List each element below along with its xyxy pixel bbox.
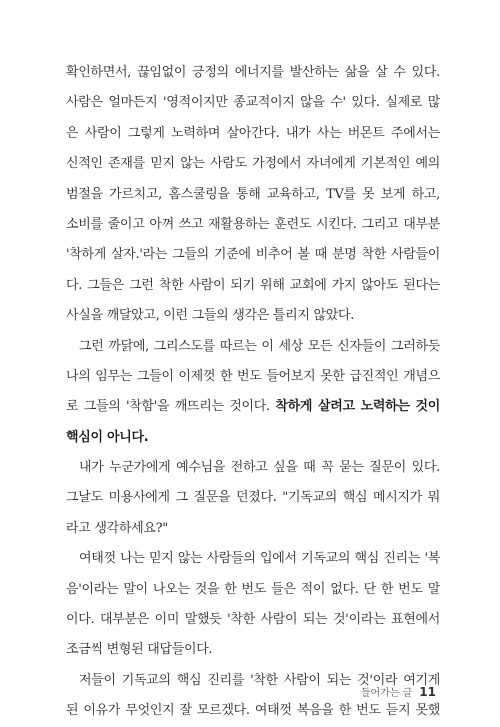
text-line: 은 사람이 그렇게 노력하며 살아간다. 내가 사는 버몬트 주에서는 bbox=[66, 125, 440, 141]
text-line: 이다. 대부분은 이미 말했듯 '착한 사람이 되는 것'이라는 표현에서 bbox=[66, 612, 440, 628]
text-line: 저들이 기독교의 핵심 진리를 '착한 사람이 되는 것'이라 여기게 bbox=[79, 672, 440, 688]
text-line: 그날도 미용사에게 그 질문을 던졌다. "기독교의 핵심 메시지가 뭐 bbox=[66, 490, 440, 506]
page-number: 11 bbox=[419, 685, 436, 699]
text-line: 범절을 가르치고, 홈스쿨링을 통해 교육하고, TV를 못 보게 하고, bbox=[66, 186, 440, 202]
emphasis-text: 착하게 살려고 노력하는 것이 bbox=[275, 399, 440, 415]
text-line: 조금씩 변형된 대답들이다. bbox=[66, 642, 213, 658]
text-line: 음'이라는 말이 나오는 것을 한 번도 들은 적이 없다. 단 한 번도 말 bbox=[66, 581, 440, 597]
text-line: 로 그들의 '착함'을 깨뜨리는 것이다. bbox=[66, 399, 270, 415]
body-text bbox=[66, 58, 440, 727]
text-line: 그런 까닭에, 그리스도를 따르는 이 세상 모든 신자들이 그러하듯 bbox=[79, 338, 440, 354]
text-line: 라고 생각하세요?" bbox=[66, 520, 168, 536]
text-line: 나의 임무는 그들이 이제껏 한 번도 들어보지 못한 급진적인 개념으 bbox=[66, 368, 440, 384]
text-line: 된 이유가 무엇인지 잘 모르겠다. 여태껏 복음을 한 번도 듣지 못했 bbox=[66, 703, 440, 719]
text-line: 여태껏 나는 믿지 않는 사람들의 입에서 기독교의 핵심 진리는 '복 bbox=[79, 551, 440, 567]
text-line: 확인하면서, 끊임없이 긍정의 에너지를 발산하는 삶을 살 수 있다. bbox=[66, 65, 440, 80]
text-line: 사람은 얼마든지 '영적이지만 종교적이지 않을 수' 있다. 실제로 많 bbox=[66, 95, 440, 111]
running-header: 들어가는 글 bbox=[360, 688, 413, 699]
text-line-mixed bbox=[66, 392, 440, 422]
text-line: 내가 누군가에게 예수님을 전하고 싶을 때 꼭 묻는 질문이 있다. bbox=[79, 460, 440, 476]
text-line: 다. 그들은 그런 착한 사람이 되기 위해 교회에 가지 않아도 된다는 bbox=[66, 277, 440, 293]
text-line: 소비를 줄이고 아껴 쓰고 재활용하는 훈련도 시킨다. 그리고 대부분 bbox=[66, 216, 440, 232]
text-line: 신적인 존재를 믿지 않는 사람도 가정에서 자녀에게 기본적인 예의 bbox=[66, 156, 440, 172]
emphasis-text: 핵심이 아니다. bbox=[66, 429, 149, 445]
text-line: 사실을 깨달았고, 이런 그들의 생각은 틀리지 않았다. bbox=[66, 308, 355, 324]
text-line: '착하게 살자.'라는 그들의 기준에 비추어 볼 때 분명 착한 사람들이 bbox=[66, 247, 440, 263]
page-footer bbox=[361, 684, 436, 699]
